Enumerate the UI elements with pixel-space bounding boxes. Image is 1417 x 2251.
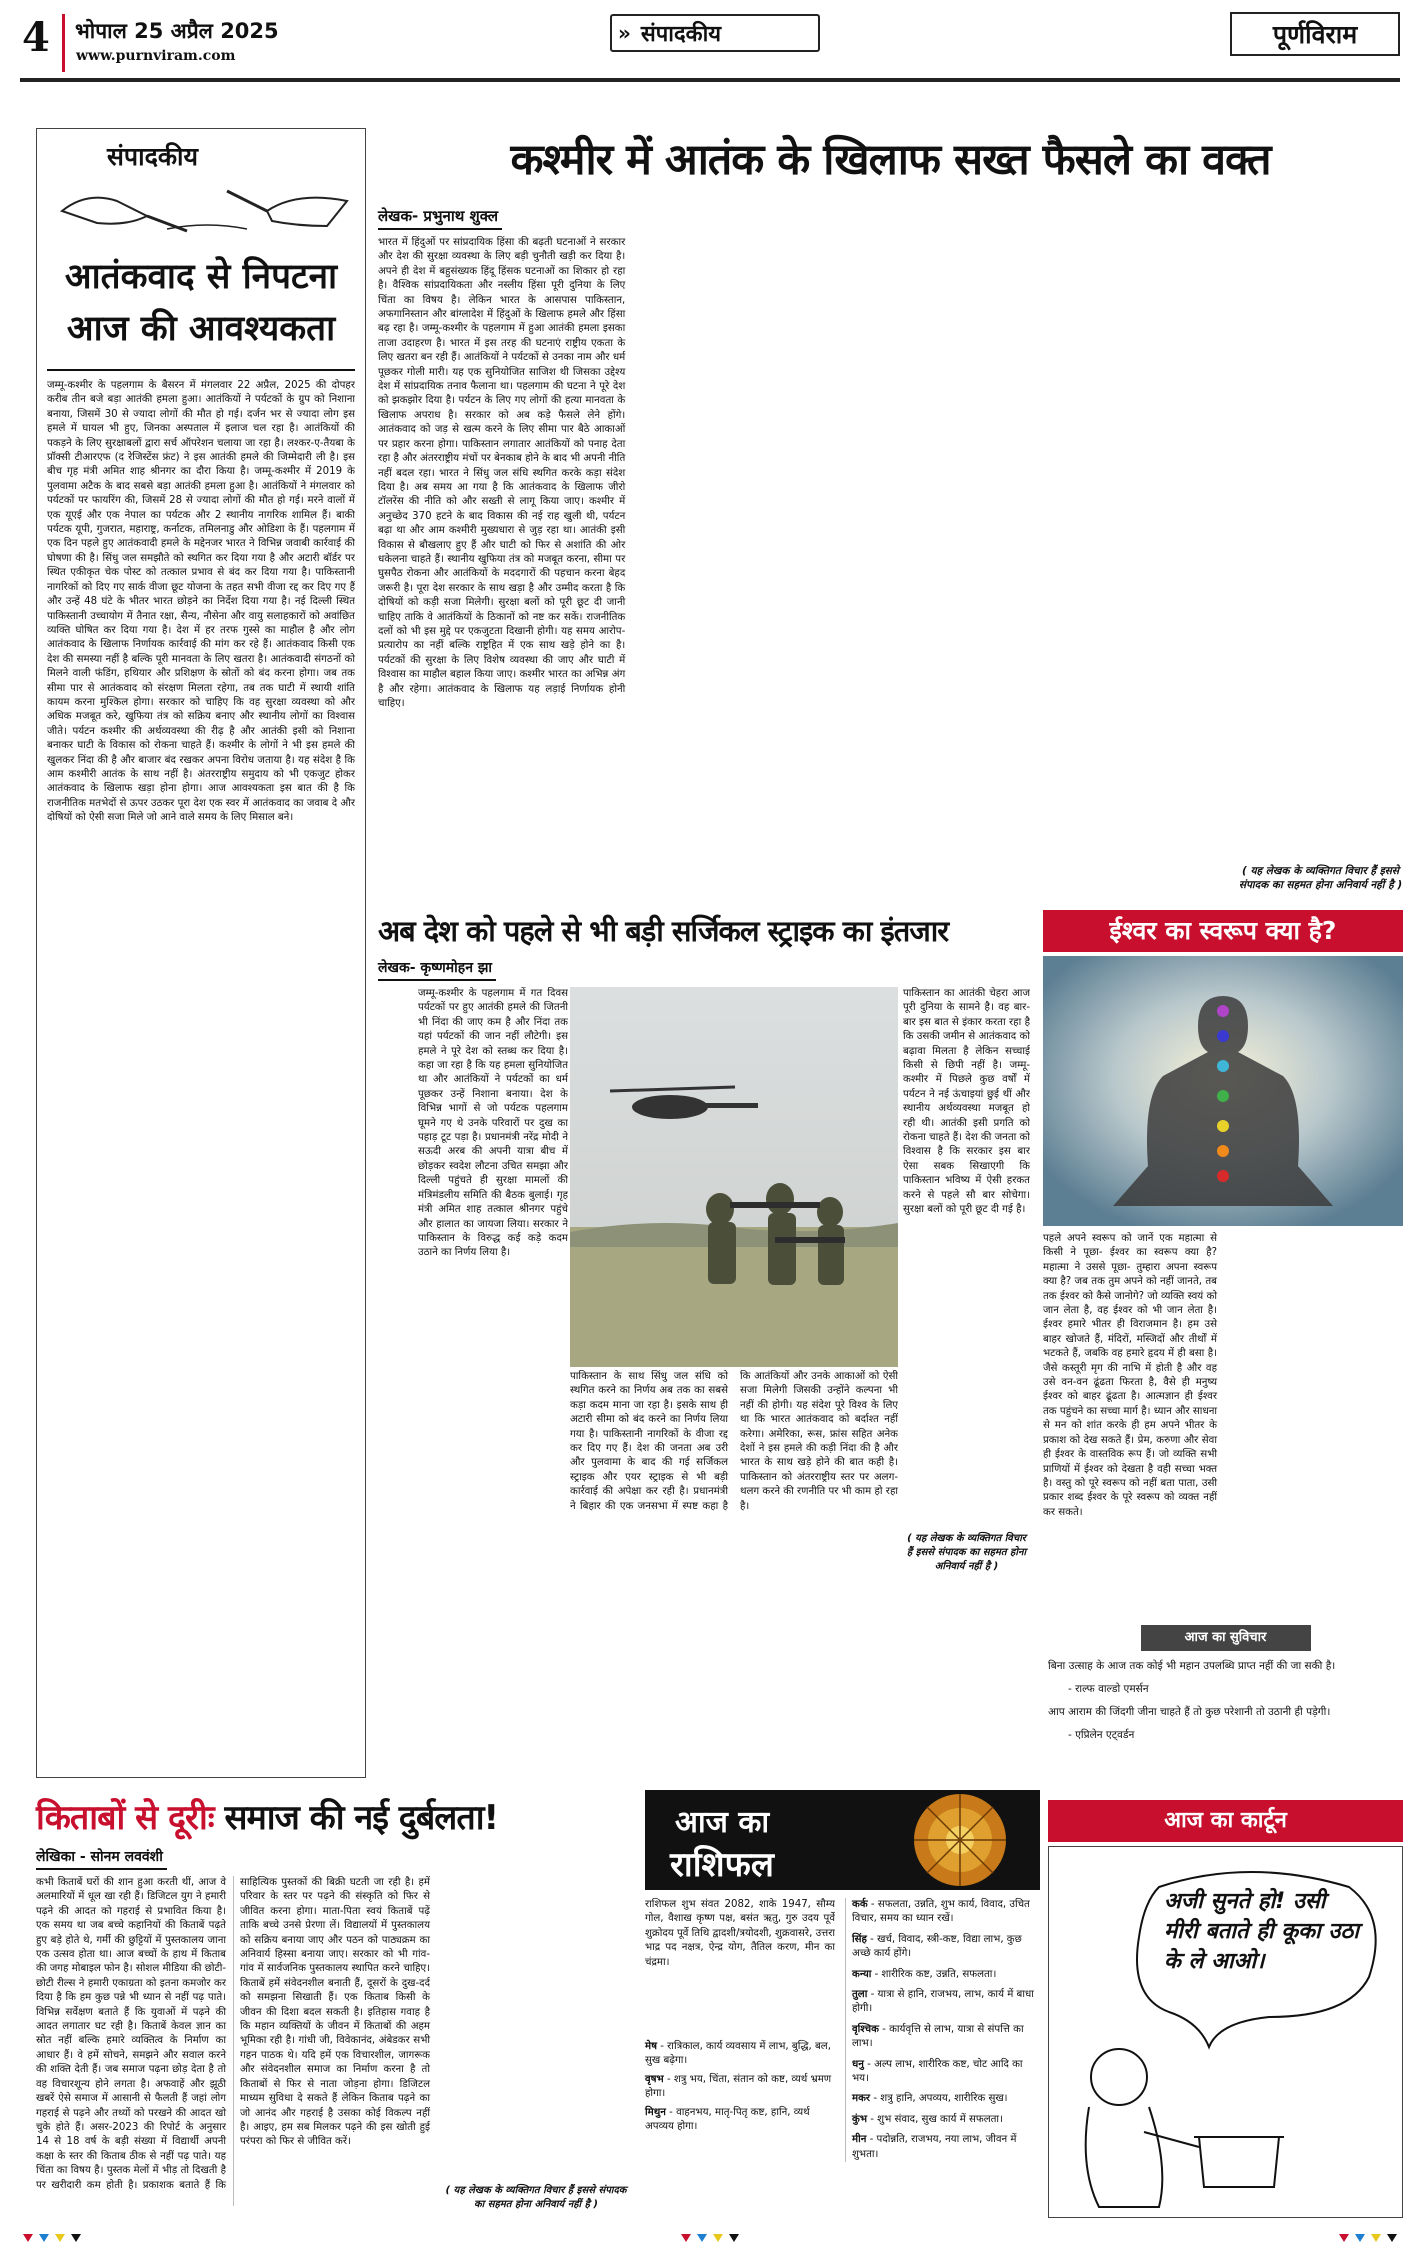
sign-row: कन्या - शारीरिक कष्ट, उन्नति, सफलता। xyxy=(852,1968,997,1980)
books-article xyxy=(36,1790,634,2220)
surgical-title: अब देश को पहले से भी बड़ी सर्जिकल स्ट्राइक का इंतजार xyxy=(378,914,949,948)
pot-icon xyxy=(1194,2137,1284,2187)
surgical-text-a: जम्मू-कश्मीर के पहलगाम में गत दिवस पर्यटकों पर हुए आतंकी हमले की जितनी भी निंदा की जाए कम है और निंदा तक यहां पर्यटकों की जान नहीं लौटेगी। इस हमले ने पूरे देश को स्तब्ध कर दिया है। कहा जा रहा है कि यह हमला सुनियोजित था और आतंकियों ने पर्यटकों का धर्म पूछकर उन्हें निशाना बनाया। देश के विभिन्न भागों से जो पर्यटक पहलगाम घूमने गए थे उनके परिवारों पर दुख का पहाड़ टूट पड़ा है। प्रधानमंत्री नरेंद्र मोदी ने सऊदी अरब की अपनी यात्रा बीच में छोड़कर स्वदेश लौटना उचित समझा और दिल्ली पहुंचते ही सुरक्षा मामलों की मंत्रिमंडलीय समिति की बैठक बुलाई। गृह मंत्री अमित शाह तत्काल श्रीनगर पहुंचे और हालात का जायजा लिया। सरकार ने पाकिस्तान के विरुद्ध कई कड़े कदम उठाने का निर्णय लिया है। xyxy=(418,988,568,1259)
double-chevron-icon: » xyxy=(618,21,631,45)
main-article-title: कश्मीर में आतंक के खिलाफ सख्त फैसले का वक्त xyxy=(510,135,1271,185)
header-rule xyxy=(20,78,1400,82)
books-title-part1: किताबों से दूरीः xyxy=(36,1798,214,1838)
sign-row: मिथुन - वाहनभय, मातृ-पितृ कष्ट, हानि, व्यर्थ अपव्यय होगा। xyxy=(645,2106,810,2133)
books-title-part2: समाज की नई दुर्बलता! xyxy=(224,1798,499,1838)
books-title xyxy=(36,1790,634,1846)
main-article-byline: लेखक- प्रभुनाथ शुक्ल xyxy=(378,206,502,230)
sign-row: धनु - अल्प लाभ, शारीरिक कष्ट, चोट आदि का भय। xyxy=(852,2058,1023,2085)
thought-line-3: आप आराम की जिंदगी जीना चाहते हैं तो कुछ परेशानी तो उठानी ही पड़ेगी। xyxy=(1048,1706,1331,1718)
footer-triangles-center xyxy=(678,2227,742,2246)
books-body: कभी किताबें घरों की शान हुआ करती थीं, आज वे अलमारियों में धूल खा रही हैं। डिजिटल युग ने हमारी पढ़ने की आदत को गहराई से प्रभावित किया है। एक समय था जब बच्चे कहानियों की किताबें पढ़ते हुए बड़े होते थे, गर्मी की छुट्टियों में पुस्तकालय जाना एक उत्सव होता था। आज बच्चों के हाथ में किताब की जगह मोबाइल फोन है। सोशल मीडिया की छोटी-छोटी रील्स ने हमारी एकाग्रता को इतना कमजोर कर दिया है कि हम कुछ पन्ने भी ध्यान से नहीं पढ़ पाते। विभिन्न सर्वेक्षण बताते हैं कि युवाओं में पढ़ने की आदत लगातार घट रही है। किताबें केवल ज्ञान का स्रोत नहीं बल्कि हमारे व्यक्तित्व के निर्माण का आधार हैं। वे हमें सोचने, समझने और सवाल करने की शक्ति देती हैं। जब समाज पढ़ना छोड़ देता है तो वह विचारशून्य होने लगता है। अफवाहें और झूठी खबरें ऐसे समाज में आसानी से फैलती हैं जहां लोग गहराई से पढ़ने और तथ्यों को परखने की आदत खो चुके होते हैं। असर-2023 की रिपोर्ट के अनुसार 14 से 18 वर्ष के बड़ी संख्या में विद्यार्थी अपनी कक्षा के स्तर की किताब ठीक से नहीं पढ़ पाते। यह चिंता का विषय है। पुस्तक मेलों में भीड़ तो दिखती है पर खरीदारी कम होती है। प्रकाशक बताते हैं कि साहित्यिक पुस्तकों की बिक्री घटती जा रही है। हमें परिवार के स्तर पर पढ़ने की संस्कृति को फिर से जीवित करना होगा। माता-पिता स्वयं किताबें पढ़ें ताकि बच्चे उनसे प्रेरणा लें। विद्यालयों में पुस्तकालय को सक्रिय बनाया जाए और पठन को पाठ्यक्रम का अनिवार्य हिस्सा बनाया जाए। सरकार को भी गांव-गांव में सार्वजनिक पुस्तकालय स्थापित करने चाहिए। किताबें हमें संवेदनशील बनाती हैं, दूसरों के दुख-दर्द को समझना सिखाती हैं। एक किताब किसी के जीवन की दिशा बदल सकती है। इतिहास गवाह है कि महान व्यक्तियों के जीवन में किताबों की अहम भूमिका रही है। गांधी जी, विवेकानंद, अंबेडकर सभी गहन पाठक थे। यदि हमें एक विचारशील, जागरूक और संवेदनशील समाज का निर्माण करना है तो किताबों से फिर से नाता जोड़ना होगा। डिजिटल माध्यम सुविधा दे सकते हैं लेकिन किताब पढ़ने का जो आनंद और गहराई है उसका कोई विकल्प नहीं है। आइए, हम सब मिलकर पढ़ने की इस खोती हुई परंपरा को फिर से जीवित करें। xyxy=(36,1877,430,2191)
rashifal-banner xyxy=(645,1790,1040,1890)
main-article-body: भारत में हिंदुओं पर सांप्रदायिक हिंसा की बढ़ती घटनाओं ने सरकार और देश की सुरक्षा व्यवस्था के लिए बड़ी चुनौती खड़ी कर दिया है। अपने ही देश में बहुसंख्यक हिंदू हिंसक घटनाओं का शिकार हो रहा है। वैश्विक सांप्रदायिकता और नस्लीय हिंसा पूरी दुनिया के लिए चिंता का विषय है। लेकिन भारत के आसपास पाकिस्तान, अफगानिस्तान और बांग्लादेश में हिंदुओं के खिलाफ हमले और हिंसा बढ़ रहा है। जम्मू-कश्मीर के पहलगाम में हुआ आतंकी हमला इसका ताजा उदाहरण है। भारत में इस तरह की घटनाएं राष्ट्रीय एकता के लिए खतरा बन रही हैं। आतंकियों ने पर्यटकों से उनका नाम और धर्म पूछकर गोली मारी। यह एक सुनियोजित साजिश थी जिसका उद्देश्य देश में सांप्रदायिक तनाव फैलाना था। पहलगाम की घटना ने पूरे देश को झकझोर दिया है। पर्यटन के लिए गए लोगों की हत्या मानवता के खिलाफ अपराध है। सरकार को अब कड़े फैसले लेने होंगे। आतंकवाद को जड़ से खत्म करने के लिए सीमा पार बैठे आकाओं पर प्रहार करना होगा। पाकिस्तान लगातार आतंकियों को पनाह देता रहा है और अंतरराष्ट्रीय मंचों पर बेनकाब होने के बाद भी अपनी नीति नहीं बदल रहा। भारत ने सिंधु जल संधि स्थगित करके कड़ा संदेश दिया है। अब समय आ गया है कि आतंकवाद के खिलाफ जीरो टॉलरेंस की नीति को और सख्ती से लागू किया जाए। कश्मीर में अनुच्छेद 370 हटने के बाद विकास की नई राह खुली थी, पर्यटन बढ़ा था और आम कश्मीरी मुख्यधारा से जुड़ रहा था। आतंकी इसी विकास से बौखलाए हुए हैं और घाटी को फिर से अशांति की ओर धकेलना चाहते हैं। स्थानीय खुफिया तंत्र को मजबूत करना, सीमा पर घुसपैठ रोकना और आतंकियों के मददगारों की पहचान करना बेहद जरूरी है। पूरा देश सरकार के साथ खड़ा है और उम्मीद करता है कि दोषियों को कड़ी सजा मिलेगी। सुरक्षा बलों को पूरी छूट दी जानी चाहिए ताकि वे आतंकियों के ठिकानों को नष्ट कर सकें। राजनीतिक दलों को भी इस मुद्दे पर एकजुटता दिखानी होगी। यह समय आरोप-प्रत्यारोप का नहीं बल्कि राष्ट्रहित में एक साथ खड़े होने का है। पर्यटकों की सुरक्षा के लिए विशेष व्यवस्था की जाए और घाटी में विश्वास का माहौल बहाल किया जाए। कश्मीर भारत का अभिन्न अंग है और रहेगा। आतंकवाद के खिलाफ यह लड़ाई निर्णायक होनी चाहिए। xyxy=(378,237,626,709)
sign-row: सिंह - खर्च, विवाद, स्त्री-कष्ट, विद्या लाभ, कुछ अच्छे कार्य होंगे। xyxy=(852,1933,1022,1960)
main-article xyxy=(378,120,1403,920)
footer-bar xyxy=(20,2228,1400,2244)
rashifal-signs-b xyxy=(845,1898,1040,2162)
header-date: भोपाल 25 अप्रैल 2025 xyxy=(75,19,279,43)
editorial-body: जम्मू-कश्मीर के पहलगाम के बैसरन में मंगलवार 22 अप्रैल, 2025 की दोपहर करीब तीन बजे बड़ा आतंकी हमला हुआ। आतंकियों ने पर्यटकों के ग्रुप को निशाना बनाया, जिसमें 30 से ज्यादा लोगों की मौत हो गई। दर्जन भर से ज्यादा लोग इस हमले में घायल भी हुए, जिनका अस्पताल में इलाज चल रहा है। आतंकियों की पकड़ने के लिए सुरक्षाबलों द्वारा सर्च ऑपरेशन चलाया जा रहा है। लश्कर-ए-तैयबा के प्रॉक्सी टीआरएफ (द रेजिस्टेंस फ्रंट) ने इस आतंकी हमले की जिम्मेदारी ली है। इस बीच गृह मंत्री अमित शाह श्रीनगर का दौरा किया है। जम्मू-कश्मीर में 2019 के पुलवामा अटैक के बाद सबसे बड़ा आतंकी हमला हुआ है। आतंकियों ने मंगलवार को पर्यटकों पर फायरिंग की, जिसमें 28 से ज्यादा लोगों की मौत हो गई। मरने वालों में एक यूएई और एक नेपाल का पर्यटक और 2 स्थानीय नागरिक शामिल हैं। बाकी पर्यटक यूपी, गुजरात, महाराष्ट्र, कर्नाटक, तमिलनाडु और ओडिशा के हैं। पहलगाम में एक दिन पहले हुए आतंकवादी हमले के मद्देनजर भारत ने विभिन्न जवाबी कार्रवाई की घोषणा की है। सिंधु जल समझौते को स्थगित कर दिया गया है और अटारी बॉर्डर पर स्थित एकीकृत चेक पोस्ट को तत्काल प्रभाव से बंद कर दिया गया है। पाकिस्तानी नागरिकों को दिए गए सार्क वीजा छूट योजना के तहत सभी वीजा रद्द कर दिए गए हैं और उन्हें 48 घंटे के भीतर भारत छोड़ने का निर्देश दिया गया है। नई दिल्ली स्थित पाकिस्तानी उच्चायोग में तैनात रक्षा, सैन्य, नौसेना और वायु सलाहकारों को अवांछित व्यक्ति घोषित कर दिया गया है। देश में हर तरफ गुस्से का माहौल है और लोग आतंकवाद के खिलाफ निर्णायक कार्रवाई की मांग कर रहे हैं। आतंकवाद किसी एक देश की समस्या नहीं है बल्कि पूरी मानवता के लिए खतरा है। आतंकवादी संगठनों को मिलने वाली फंडिंग, हथियार और प्रशिक्षण के स्रोतों को बंद करना होगा। जब तक सीमा पार से आतंकवाद को संरक्षण मिलता रहेगा, तब तक घाटी में स्थायी शांति कायम करना मुश्किल होगा। सरकार को चाहिए कि वह सुरक्षा व्यवस्था को और अधिक मजबूत करे, खुफिया तंत्र को सक्रिय बनाए और स्थानीय लोगों का विश्वास जीते। पर्यटन कश्मीर की अर्थव्यवस्था की रीढ़ है और आतंकी इसी को निशाना बनाकर घाटी के विकास को रोकना चाहते हैं। कश्मीर के लोगों ने भी इस हमले की खुलकर निंदा की है और बाजार बंद रखकर अपना विरोध जताया है। यह संदेश है कि आम कश्मीरी आतंक के साथ नहीं है। अंतरराष्ट्रीय समुदाय को भी एकजुट होकर आतंकवाद के खिलाफ खड़ा होना होगा। आज आवश्यकता इस बात की है कि राजनीतिक मतभेदों से ऊपर उठकर पूरा देश एक स्वर में आतंकवाद का जवाब दे और दोषियों को ऐसी सजा मिले जो आने वाले समय के लिए मिसाल बने। xyxy=(47,380,355,824)
rashifal-title-1: आज का xyxy=(675,1805,770,1840)
thought-box xyxy=(1048,1625,1403,1795)
thought-line-1: बिना उत्साह के आज तक कोई भी महान उपलब्धि प्राप्त नहीं की जा सकी है। xyxy=(1048,1660,1336,1672)
section-tag xyxy=(610,14,820,52)
masthead xyxy=(0,0,1417,95)
woman-figure xyxy=(1086,2049,1199,2207)
brand-logo: पूर्णविराम xyxy=(1230,12,1400,56)
sign-row: वृषभ - शत्रु भय, चिंता, संतान को कष्ट, व्यर्थ भ्रमण होगा। xyxy=(645,2073,832,2100)
surgical-text-c: पाकिस्तान का आतंकी चेहरा आज पूरी दुनिया के सामने है। वह बार-बार इस बात से इंकार करता रहा है कि उसकी जमीन से आतंकवाद को बढ़ावा मिलता है लेकिन सच्चाई किसी से छिपी नहीं है। जम्मू-कश्मीर में पिछले कुछ वर्षों में पर्यटन ने नई ऊंचाइयां छुई थीं और स्थानीय अर्थव्यवस्था मजबूत हो रही थी। आतंकी इसी प्रगति को रोकना चाहते हैं। देश की जनता को विश्वास है कि सरकार इस बार ऐसा सबक सिखाएगी कि पाकिस्तान भविष्य में ऐसी हरकत करने से पहले सौ बार सोचेगा। सुरक्षा बलों को पूरी छूट दी गई है। xyxy=(903,988,1030,1216)
ishwar-box xyxy=(1043,910,1403,1610)
editorial-badge: संपादकीय xyxy=(107,142,199,171)
editorial-badge-area xyxy=(47,137,355,243)
rashifal-signs-a xyxy=(645,2040,835,2134)
main-article-note: ( यह लेखक के व्यक्तिगत विचार हैं इससे संपादक का सहमत होना अनिवार्य नहीं है ) xyxy=(1238,865,1403,891)
sign-row: मेष - रात्रिकाल, कार्य व्यवसाय में लाभ, बुद्धि, बल, सुख बढ़ेगा। xyxy=(645,2041,831,2067)
page-number: 4 xyxy=(22,14,50,61)
sign-row: मकर - शत्रु हानि, अपव्यय, शारीरिक सुख। xyxy=(852,2093,1008,2105)
thought-line-2: - राल्फ वाल्डो एमर्सन xyxy=(1068,1683,1149,1695)
sign-row: वृश्चिक - कार्यवृत्ति से लाभ, यात्रा से संपत्ति का लाभ। xyxy=(852,2023,1024,2050)
cartoon-title: आज का कार्टून xyxy=(1048,1800,1403,1842)
thought-title: आज का सुविचार xyxy=(1141,1625,1311,1651)
rashifal-intro: राशिफल शुभ संवत 2082, शाके 1947, सौम्य गोल, वैशाख कृष्ण पक्ष, बसंत ऋतु, गुरु उदय पूर्वे शुक्रोदय पूर्वे तिथि द्वादशी/त्रयोदशी, शुक्रवासरे, उत्तरा भाद्र पद नक्षत्र, ऐन्द्र योग, तैतिल करण, मीन का चंद्रमा। xyxy=(645,1899,835,1968)
surgical-byline: लेखक- कृष्णमोहन झा xyxy=(378,958,496,981)
section-label: संपादकीय xyxy=(640,22,722,47)
books-byline: लेखिका - सोनम लववंशी xyxy=(36,1847,167,1870)
surgical-article xyxy=(378,905,1030,1625)
thought-line-4: - एप्रिलेन एट्वर्डन xyxy=(1068,1729,1135,1741)
ishwar-title: ईश्वर का स्वरूप क्या है? xyxy=(1043,910,1403,952)
sign-row: कुंभ - शुभ संवाद, सुख कार्य में सफलता। xyxy=(852,2113,1003,2125)
surgical-text-b: पाकिस्तान के साथ सिंधु जल संधि को स्थगित करने का निर्णय अब तक का सबसे कड़ा कदम माना जा रहा है। इसके साथ ही अटारी सीमा को बंद करने का निर्णय लिया गया है। पाकिस्तानी नागरिकों के वीजा रद्द कर दिए गए हैं। देश की जनता अब उरी और पुलवामा के बाद की गई सर्जिकल स्ट्राइक और एयर स्ट्राइक से भी बड़ी कार्रवाई की अपेक्षा कर रही है। प्रधानमंत्री ने बिहार की एक जनसभा में स्पष्ट कहा है कि आतंकियों और उनके आकाओं को ऐसी सजा मिलेगी जिसकी उन्होंने कल्पना भी नहीं की होगी। यह संदेश पूरे विश्व के लिए था कि भारत आतंकवाद को बर्दाश्त नहीं करेगा। अमेरिका, रूस, फ्रांस सहित अनेक देशों ने इस हमले की कड़ी निंदा की है और भारत के साथ खड़े होने की बात कही है। पाकिस्तान को अंतरराष्ट्रीय स्तर पर अलग-थलग करने की रणनीति पर भी काम हो रहा है। xyxy=(570,1371,898,1512)
writing-hands-icon xyxy=(57,171,357,239)
cartoon-panel xyxy=(1048,1846,1403,2218)
sign-row: कर्क - सफलता, उन्नति, शुभ कार्य, विवाद, उचित विचार, समय का ध्यान रखें। xyxy=(852,1899,1030,1925)
editorial-title: आतंकवाद से निपटना आज की आवश्यकता xyxy=(47,243,355,371)
footer-triangles-right xyxy=(1336,2227,1400,2246)
editorial-box xyxy=(36,128,366,1778)
rashifal-box xyxy=(645,1790,1040,2220)
books-note: ( यह लेखक के व्यक्तिगत विचार हैं इससे संपादक का सहमत होना अनिवार्य नहीं है ) xyxy=(445,2185,627,2210)
sign-row: तुला - यात्रा से हानि, राजभय, लाभ, कार्य में बाधा होगी। xyxy=(852,1989,1034,2015)
meditation-chakra-image xyxy=(1043,956,1403,1226)
footer-triangles-left xyxy=(20,2227,84,2246)
header-divider xyxy=(62,14,65,72)
cartoon-box xyxy=(1048,1800,1403,2220)
surgical-note: ( यह लेखक के व्यक्तिगत विचार हैं इससे संपादक का सहमत होना अनिवार्य नहीं है ) xyxy=(906,1533,1027,1572)
header-website[interactable]: www.purnviram.com xyxy=(76,48,236,64)
zodiac-wheel-icon xyxy=(890,1790,1030,1890)
sign-row: मीन - पदोन्नति, राजभय, नया लाभ, जीवन में शुभता। xyxy=(852,2134,1017,2160)
cartoon-speech: अजी सुनते हो! उसी मीरी बताते ही कूका उठा के ले आओ। xyxy=(1164,1889,1359,1974)
ishwar-body: पहले अपने स्वरूप को जानें एक महात्मा से किसी ने पूछा- ईश्वर का स्वरूप क्या है? महात्मा ने उससे पूछा- तुम्हारा अपना स्वरूप क्या है? जब तक तुम अपने को नहीं जानते, तब तक ईश्वर को कैसे जानोगे? जो व्यक्ति स्वयं को जान लेता है, वह ईश्वर को भी जान लेता है। ईश्वर हमारे भीतर ही विराजमान है। हम उसे बाहर खोजते हैं, मंदिरों, मस्जिदों और तीर्थों में भटकते हैं, जबकि वह हमारे हृदय में ही बसा है। जैसे कस्तूरी मृग की नाभि में होती है और वह उसे वन-वन ढूंढता फिरता है, वैसे ही मनुष्य ईश्वर को बाहर ढूंढता है। आत्मज्ञान ही ईश्वर तक पहुंचने का सच्चा मार्ग है। ध्यान और साधना से मन को शांत करके ही हम अपने भीतर के प्रकाश को देख सकते हैं। प्रेम, करुणा और सेवा ही ईश्वर के वास्तविक रूप हैं। जो व्यक्ति सभी प्राणियों में ईश्वर को देखता है वही सच्चा भक्त है। वस्तु को पूरे स्वरूप को नहीं बता पाता, उसी प्रकार शब्द ईश्वर के पूरे स्वरूप को व्यक्त नहीं कर सकते। xyxy=(1043,1233,1217,1518)
rashifal-title-2: राशिफल xyxy=(670,1845,774,1885)
military-photo xyxy=(570,987,898,1367)
